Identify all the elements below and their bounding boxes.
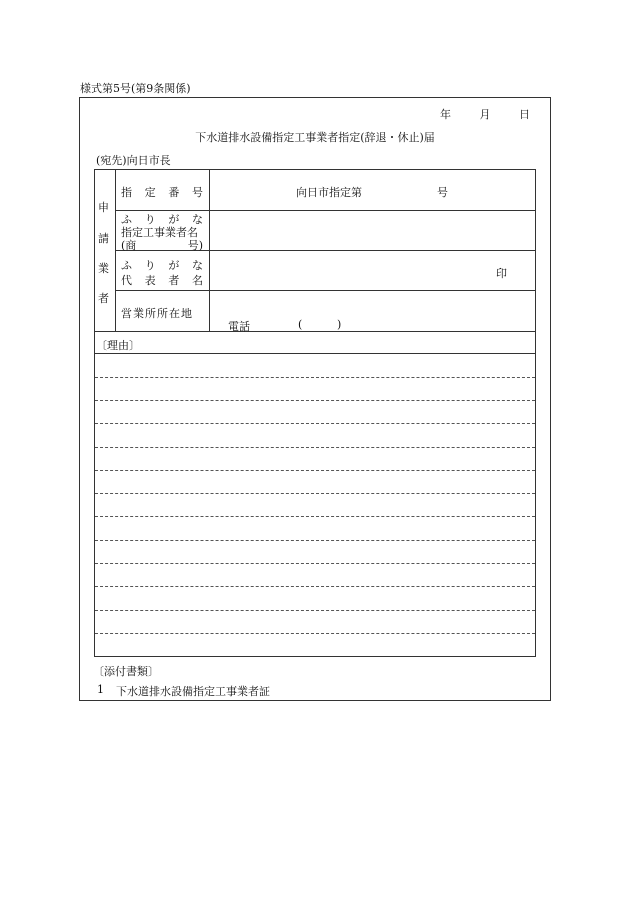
trade-name-label: (商 号) xyxy=(121,239,203,252)
phone-label: 電話 xyxy=(228,320,250,333)
side-char-1: 申 xyxy=(98,201,109,214)
document-title: 下水道排水設備指定工事業者指定(辞退・休止)届 xyxy=(195,131,435,144)
rep-name-field[interactable] xyxy=(212,253,482,287)
form-number: 様式第5号(第9条関係) xyxy=(80,82,191,95)
addressee: (宛先)向日市長 xyxy=(96,154,171,167)
side-char-3: 業 xyxy=(98,262,109,275)
attachments-heading: 〔添付書類〕 xyxy=(93,665,159,678)
company-name-field[interactable] xyxy=(212,213,532,247)
date-month: 月 xyxy=(479,108,491,121)
row-divider-3 xyxy=(115,290,536,291)
date-row xyxy=(440,106,530,122)
rep-name-label: 代 表 者 名 xyxy=(121,274,203,287)
reason-label: 〔理由〕 xyxy=(96,339,140,352)
attachment-number: 1 xyxy=(97,683,104,696)
office-address-label: 営業所所在地 xyxy=(121,307,193,320)
date-year: 年 xyxy=(440,108,451,121)
phone-close-paren: ) xyxy=(337,318,342,331)
phone-open-paren: ( xyxy=(298,318,303,331)
reason-field[interactable] xyxy=(96,356,534,654)
company-name-label: 指定工事業者名 xyxy=(121,226,198,239)
side-char-4: 者 xyxy=(98,292,109,305)
designation-suffix: 号 xyxy=(437,186,448,199)
designation-number-field[interactable] xyxy=(370,181,430,199)
rep-furigana-label: ふ り が な xyxy=(121,259,203,272)
side-char-2: 請 xyxy=(98,232,109,245)
attachment-text: 下水道排水設備指定工事業者証 xyxy=(116,685,270,698)
designation-number-label: 指 定 番 号 xyxy=(121,186,203,199)
reason-header-divider xyxy=(95,353,536,354)
company-furigana-label: ふ り が な xyxy=(121,213,203,226)
seal-mark: 印 xyxy=(496,267,507,280)
date-day: 日 xyxy=(519,108,530,121)
designation-prefix: 向日市指定第 xyxy=(296,186,362,199)
attachment-item xyxy=(97,683,270,699)
office-address-field[interactable] xyxy=(212,293,532,315)
row-divider-4 xyxy=(95,331,536,332)
